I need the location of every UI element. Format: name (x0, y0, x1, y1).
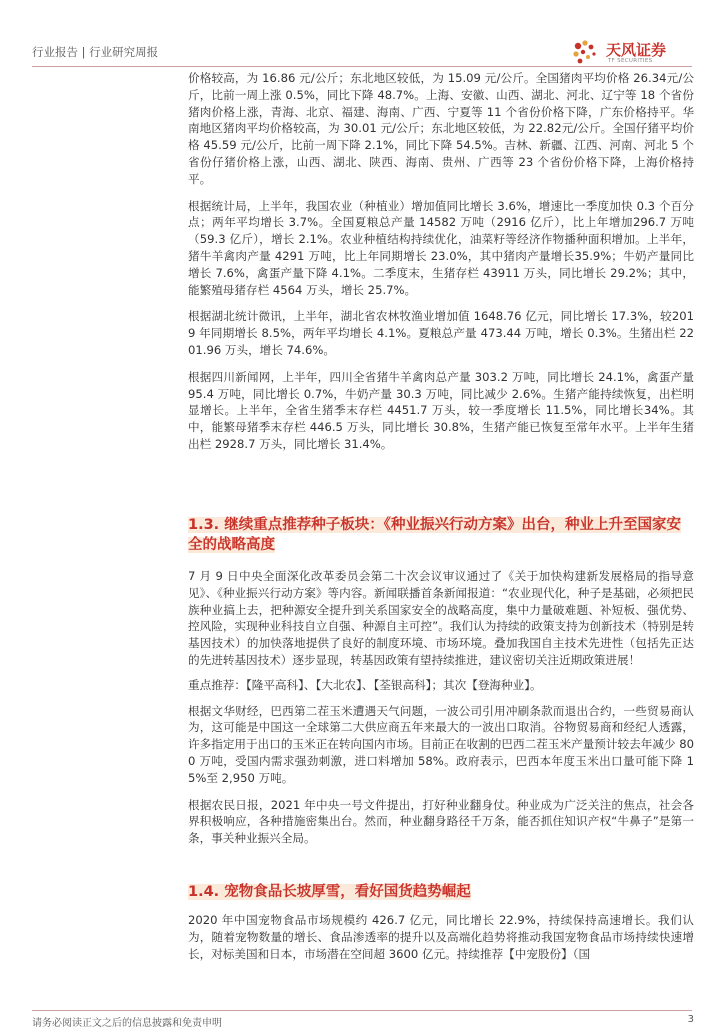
company-logo (562, 38, 692, 68)
page-number: 3 (687, 1014, 694, 1025)
page-header (32, 38, 692, 66)
paragraph-brazil-corn: 根据文华财经，巴西第二茬玉米遭遇天气问题，一波公司引用冲刷条款而退出合约，一些贸易商认为，这可能是中国这一全球第二大供应商五年来最大的一波出口取消。谷物贸易商和经纪人透露，许多指定用于出口的玉米正在转向国内市场。目前正在收割的巴西二茬玉米产量预计较去年减少 800 万吨，受国内需求强劲刺激，进口料增加 58%。政府表示，巴西本年度玉米出口量可能下降 15%至 2,950 万吨。 (188, 703, 694, 785)
footer-divider (32, 1010, 692, 1011)
paragraph-hubei-stats: 根据湖北统计微讯，上半年，湖北省农林牧渔业增加值 1648.76 亿元，同比增长 17.3%，较2019 年同期增长 8.5%，两年平均增长 4.1%。夏粮总产量 473.44 万吨，增长 0.3%。生猪出栏 2201.96 万头，增长 74.6%。 (188, 309, 694, 357)
logo-english-name: TF SECURITIES (608, 58, 653, 64)
paragraph-nbs-stats: 根据统计局，上半年，我国农业（种植业）增加值同比增长 3.6%，增速比一季度加快 0.3 个百分点；两年平均增长 3.7%。全国夏粮总产量 14582 万吨（2916 亿斤），比上年增加296.7 万吨（59.3 亿斤），增长 2.1%。农业种植结构持续优化，油菜籽等经济作物播种面积增加。上半年，猪牛羊禽肉产量 4291 万吨，比上年同期增长 23.0%，其中猪肉产量增长35.9%；牛奶产量同比增长 7.6%，禽蛋产量下降 4.1%。二季度末，生猪存栏 43911 万头，同比增长 29.2%；其中，能繁殖母猪存栏 4564 万头，增长 25.7%。 (188, 198, 694, 297)
main-content-seed (188, 568, 694, 847)
section-heading-1-4 (188, 882, 694, 902)
logo-chinese-name: 天风证券 (606, 41, 667, 59)
footer-disclaimer: 请务必阅读正文之后的信息披露和免责申明 (32, 1018, 222, 1029)
section-heading-text: 1.4. 宠物食品长坡厚雪，看好国货趋势崛起 (188, 884, 471, 900)
paragraph-pet-food: 2020 年中国宠物食品市场规模约 426.7 亿元，同比增长 22.9%，持续保持高速增长。我们认为，随着宠物数量的增长、食品渗透率的提升以及高端化趋势将推动我国宠物食品市场持续快速增长，对标美国和日本，市场潜在空间超 3600 亿元。持续推荐【中宠股份】（国 (188, 913, 694, 961)
paragraph-pork-prices: 价格较高，为 16.86 元/公斤；东北地区较低，为 15.09 元/公斤。全国猪肉平均价格 26.34元/公斤，比前一周上涨 0.5%，同比下降 48.7%。上海、安徽、山西、湖北、河北、辽宁等 18 个省份猪肉价格上涨，青海、北京、福建、海南、广西、宁夏等 11 个省份价格下降，广东价格持平。华南地区猪肉平均价格较高，为 30.01 元/公斤；东北地区较低，为 22.82元/公斤。全国仔猪平均价格 45.59 元/公斤，比前一周下降 2.1%，同比下降 54.5%。吉林、新疆、江西、河南、河北 5 个省份仔猪价格上涨，山西、湖北、陕西、海南、贵州、广西等 23 个省份价格下降，上海价格持平。 (188, 71, 694, 186)
header-divider (32, 66, 692, 67)
logo-mark-icon (570, 38, 604, 68)
report-category: 行业报告 | 行业研究周报 (32, 45, 159, 59)
paragraph-seed-policy: 7 月 9 日中央全面深化改革委员会第二十次会议审议通过了《关于加快构建新发展格局的指导意见》、《种业振兴行动方案》等内容。新闻联播首条新闻报道：“农业现代化，种子是基础，必须把民族种业搞上去，把种源安全提升到关系国家安全的战略高度，集中力量破难题、补短板、强优势、控风险，实现种业科技自立自强、种源自主可控”。我们认为持续的政策支持为创新技术（特别是转基因技术）的加快落地提供了良好的制度环境、市场环境。叠加我国自主技术先进性（包括先正达的先进转基因技术）逐步显现，转基因政策有望持续推进，建议密切关注近期政策进展！ (188, 569, 694, 667)
section-heading-text: 1.3. 继续重点推荐种子板块：《种业振兴行动方案》出台，种业上升至国家安全的战略高度 (188, 517, 681, 553)
main-content (188, 70, 694, 453)
paragraph-sichuan-stats: 根据四川新闻网，上半年，四川全省猪牛羊禽肉总产量 303.2 万吨，同比增长 24.1%，禽蛋产量 95.4 万吨，同比增长 0.7%，牛奶产量 30.3 万吨，同比减少 2.6%。生猪产能持续恢复，出栏明显增长。上半年，全省生猪季末存栏 4451.7 万头，较一季度增长 11.5%，同比增长34%。其中，能繁母猪季末存栏 446.5 万头，同比增长 30.8%，生猪产能已恢复至常年水平。上半年生猪出栏 2928.7 万头，同比增长 31.4%。 (188, 369, 694, 451)
paragraph-key-recommendations: 重点推荐：【隆平高科】、【大北农】、【荃银高科】；其次【登海种业】。 (188, 677, 542, 692)
main-content-pet (188, 912, 694, 962)
section-heading-1-3 (188, 515, 694, 555)
paragraph-seed-ip: 根据农民日报，2021 年中央一号文件提出，打好种业翻身仗。种业成为广泛关注的焦点，社会各界积极响应，各种措施密集出台。然而，种业翻身路径千万条，能否抓住知识产权“牛鼻子”是第一条，事关种业振兴全局。 (188, 797, 694, 846)
